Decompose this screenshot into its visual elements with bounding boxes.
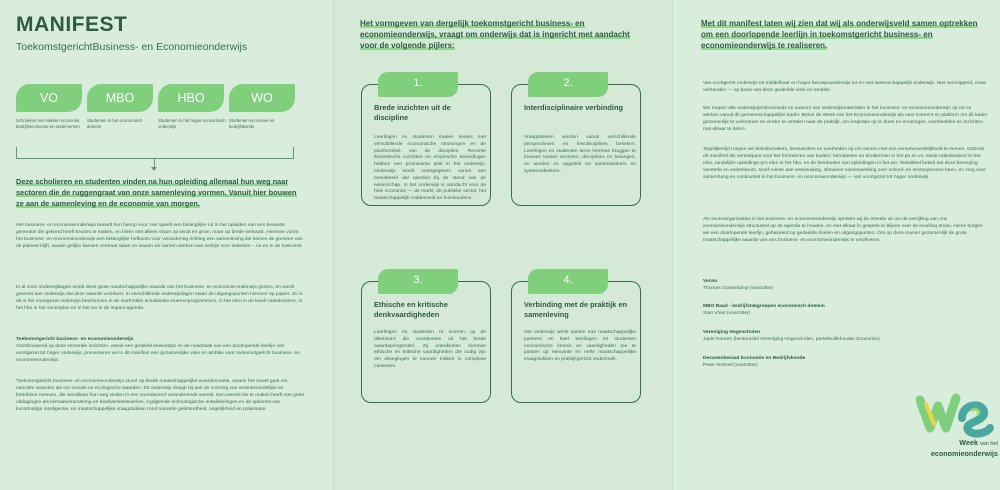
signatory-org: Vecon	[703, 279, 718, 284]
bracket-divider	[16, 147, 294, 159]
pillar-body: Leerlingen en studenten maken kennis met verschillende economische stromingen en de pluriformiteit van de discipline. Recente theoretische inzichten en empirische bevindingen hebben een prominente plek in het onderwijs. Onderwijs wordt vormgegeven vanuit een mensbeeld dat aansluit bij de stand van de wetenschap. In het onderwijs is aandacht voor de hele economie — de markt, de publieke sector, het maatschappelijk middenveld en huishoudens.	[374, 135, 486, 202]
pillar-card-1	[361, 77, 491, 206]
pill-desc-vo: Scholieren met vakken economie, bedrijfseconomie en ondernemen	[16, 118, 81, 129]
cta-paragraph-4: Als sectororganisaties in het business- en economieonderwijs spreken wij de intentie uit om de verrijking van ons economieonderwijs structureel op de agenda te houden, en met elkaar in gesprek te blijven over de invulling ervan. Hierin borgen we een doorlopende leerlijn, gebaseerd op gedeelde doelen en uitgangspunten. Om op deze manier gezamenlijk de grote maatschappelijke waarde van ons business- en economieonderwijs te verzilveren.	[703, 217, 983, 243]
intro-paragraph-2: In al onze onderwijslagen wordt deze grote maatschappelijke waarde van het business- en economie-onderwijs gezien, en wordt gewerkt aan onderwijs dat deze waarde verzilvert. In verschillende onderwijslagen staan de uitgangspunten hiervoor op papier. Zo is dit in het voortgezet onderwijs beschreven in de startnotitie actualisatie examenprogramma's, in het mbo in de kwali catiedossiers, in het hbo in het sectorplan en in het wo in de impact-agenda.	[16, 285, 303, 311]
signatory-mbo-raad	[703, 303, 983, 317]
pillars-heading: Het vormgeven van dergelijk toekomstgericht business- en economieonderwijs, vraagt om onderwijs dat is ingericht met aandacht voor de volgende pijlers:	[360, 19, 630, 50]
pillar-title: Interdisciplinaire verbinding	[524, 103, 623, 112]
pillar-number: 3.	[378, 269, 458, 294]
signatory-name: Stan Vloet (voorzitter)	[703, 311, 751, 316]
intro-paragraph-4: Toekomstgericht business- en economieonderwijs stuurt op brede maatschappelijke waardecreatie, waarin het zowel gaat om nanciële waarden als om sociale en ecologische waarden. Dit onderwijs draagt bij aan de vorming van verantwoordelijke en betrokken mensen, die wendbaar hun weg vinden in een voortdurend veranderende wereld. Een wereld die te maken heeft met grote uitdagingen als klimaatverandering en biodiversiteitsverlies, ingrijpende technologische ontwikkelingen en de opkomst van kunstmatige intelligentie, en maatschappelijke vraagstukken rond nanciële geletterdheid, ongelijkheid en polarisatie.	[16, 379, 305, 412]
cta-paragraph-1: Van voortgezet onderwijs tot middelbaar en hoger beroepsonderwijs tot en met wetenschappelijk onderwijs. Niet versnipperd, maar verbonden — op basis van deze gedeelde visie en ambitie.	[703, 81, 987, 93]
column-call-to-action	[673, 0, 1000, 490]
pillar-title: Verbinding met de praktijk en samenleving	[524, 300, 628, 319]
pillar-title: Ethische en kritische denkvaardigheden	[374, 300, 448, 319]
intro-paragraph-3: Voortbouwend op deze sectorale inzichten, vanuit een gedeeld bewustzijn en de noodzaak van een doorlopende leerlijn van voortgezet tot hoger onderwijs, presenteren we in dit manifest een gezamenlijke visie en ambitie voor toekomstgericht business- en economieonderwijs.	[16, 344, 300, 363]
pillar-card-2	[511, 77, 641, 206]
pillar-title: Brede inzichten uit de discipline	[374, 103, 451, 122]
signatory-hogescholen	[703, 329, 983, 343]
cta-paragraph-2: We roepen alle onderwijsprofessionals en auteurs van onderwijsmaterialen in het business- en economieonderwijs op om te werken vanuit dit gemeenschappelijke kader. Benut de Week van het Economieonderwijs als vast moment en platform om dit kader gezamenlijk te verkennen en verder te vertalen naar de praktijk, om inspiratie op te doen en ervaringen, voorbeelden en inzichten met elkaar te delen.	[703, 106, 988, 132]
section-title-future: Toekomstgericht business- en economieonderwijs	[16, 337, 134, 342]
pillar-body: Vraagstukken worden vanuit verschillende perspectieven en leerdisciplines bekeken. Leerlingen en studenten leren hiermee bruggen te bouwen tussen sectoren, disciplines en belangen, en worden zo opgeleid tot samenwerkers en systeemdenkers.	[524, 135, 636, 174]
pillar-body: Leerlingen en studenten re ecteren op de dilemma's die voortkomen uit het brede waardeperspectief. Zij ontwikkelen hiermee ethische en kritische vaardigheden die nodig zijn om afwegingen te kunnen maken in complexe contexten.	[374, 330, 486, 369]
cta-heading: Met dit manifest laten wij zien dat wij als onderwijsveld samen optrekken om een doorlopende leerlijn in toekomstgericht business- en economieonderwijs te realiseren.	[701, 19, 978, 50]
intro-paragraph-1: Het business- en economieonderwijs bereidt hen hierop voor. Het speelt een belangrijke rol in het opleiden van een bewuste generatie die geleerd heeft keuzes te maken, en hierin niet alleen stuurt op winst en groei, maar op brede welvaart. Hiermee vormt het business- en economieonderwijs een belangrijke hefboom voor verandering richting een samenleving die binnen de grenzen van de planeet blijft, waarin gelijke kansen centraal staan en waarin we samen werken aan welzijn voor iedereen – nu en in de toekomst.	[16, 223, 303, 249]
signatory-org: MBO Raad - bedrijfstakgroepen economisch domein	[703, 304, 825, 309]
signatory-org: Decanenberaad Economie en Bedrijfskunde	[703, 356, 806, 361]
week-logo-text: Week van het economieonderwijs	[930, 438, 998, 458]
pillar-card-4	[511, 274, 641, 403]
pill-desc-mbo: Studenten in het economisch domein	[87, 118, 143, 129]
signatory-org: Vereniging Hogescholen	[703, 330, 761, 335]
arrow-down-icon	[154, 158, 155, 168]
pillar-number: 4.	[528, 269, 608, 294]
pill-wo: WO	[229, 84, 295, 112]
signatory-name: Jopie Nooren (bestuurslid Vereniging Hogescholen, portefeuillehouder Economie)	[703, 337, 880, 342]
pill-hbo: HBO	[158, 84, 224, 112]
column-pillars	[333, 0, 673, 490]
manifest-title: MANIFEST	[16, 13, 128, 36]
pillar-body: Het onderwijs werkt samen met maatschappelijke partners en leert leerlingen en studenten economische kennis en vaardigheden toe te passen op relevante en reële maatschappelijke vraagstukken en praktijkgericht onderzoek.	[524, 330, 636, 363]
pill-mbo: MBO	[87, 84, 153, 112]
pillar-card-3	[361, 274, 491, 403]
cta-paragraph-3: Tegelijkertijd roepen we beleidsmakers, bestuurders en overheden op om samen met ons verantwoordelijkheid te nemen. Gebruik dit manifest als vertrekpunt voor het formuleren van kaders: kerndoelen en eindtermen in het po en vo, kwali catiedossiers in het mbo, landelijke opleidings-pro elen in het hbo, en de leerdoelen van opleidingen in het wo. Ontwikkel beleid dat deze beweging versterkt en ondersteunt. Geef ruimte aan vernieuwing, stimuleer samenwerking over school- en sectorgrenzen heen, en zorg voor samenhang en continuïteit in het business- en economieonderwijs — van voortgezet tot hoger onderwijs.	[703, 147, 986, 180]
pill-desc-hbo: Studenten in het hoger economisch onderwijs	[158, 118, 226, 129]
signatory-decanenberaad	[703, 355, 983, 369]
manifest-subtitle: ToekomstgerichtBusiness- en Economieonderwijs	[16, 41, 248, 53]
pill-desc-wo: Studenten economie en bedrijfskunde	[229, 118, 275, 129]
lead-statement: Deze scholieren en studenten vinden na hun opleiding allemaal hun weg naar sectoren die de ruggengraat van onze samenleving vormen. Vanuit hier bouwen ze aan de samenleving en de economie van morgen.	[16, 177, 297, 208]
signatory-name: Peter Verhoef (voorzitter)	[703, 363, 758, 368]
column-intro	[0, 0, 333, 490]
pillar-number: 1.	[378, 72, 458, 97]
pill-vo: VO	[16, 84, 82, 112]
signatory-name: Thomas Oosterkamp (voorzitter)	[703, 286, 774, 291]
signatory-vecon	[703, 278, 983, 292]
pillar-number: 2.	[528, 72, 608, 97]
